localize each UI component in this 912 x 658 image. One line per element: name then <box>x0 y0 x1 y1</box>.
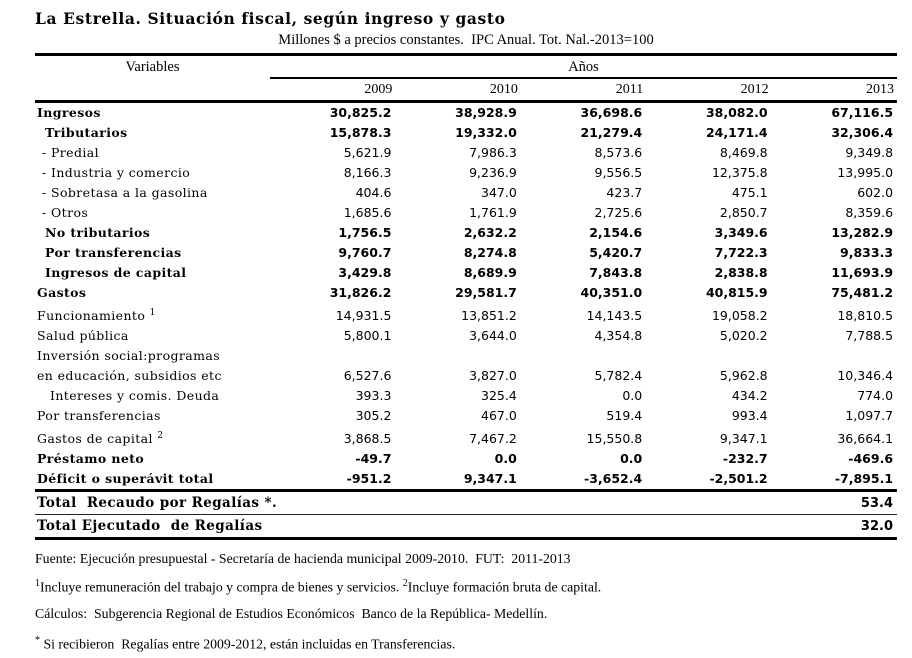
row-value: 3,868.5 <box>343 431 392 447</box>
table-row <box>35 103 897 123</box>
row-value: 8,689.9 <box>463 265 517 280</box>
row-value: 6,527.6 <box>343 368 392 384</box>
row-value: 2,838.8 <box>714 265 768 280</box>
total-ejecutado-value: 32.0 <box>860 518 893 534</box>
row-value: 40,351.0 <box>580 285 643 300</box>
table-row <box>35 183 897 203</box>
asterisk-note <box>35 628 912 658</box>
row-label: Inversión social:programas en educación, subsidios etc <box>37 348 222 384</box>
table-row <box>35 263 897 283</box>
row-value: 2,850.7 <box>719 205 768 220</box>
row-value: 0.0 <box>622 388 643 404</box>
row-value: 9,347.1 <box>719 431 768 447</box>
footnote-1-marker: 1 <box>35 578 40 590</box>
row-value: 21,279.4 <box>580 125 643 140</box>
row-value: 3,827.0 <box>469 368 517 384</box>
row-value: 993.4 <box>731 408 768 424</box>
row-value: 24,171.4 <box>705 125 768 140</box>
row-value: -2,501.2 <box>709 471 768 487</box>
row-label: Ingresos <box>37 105 101 120</box>
row-value: 423.7 <box>606 185 643 200</box>
row-label: Déficit o superávit total <box>37 471 214 487</box>
row-label: - Industria y comercio <box>42 165 191 180</box>
row-value: 2,725.6 <box>594 205 643 220</box>
row-value: 15,550.8 <box>586 431 643 447</box>
row-value: 36,664.1 <box>837 431 894 447</box>
footnote-2-marker: 2 <box>402 578 408 590</box>
row-value: 5,621.9 <box>343 145 392 160</box>
row-value: 18,810.5 <box>837 308 894 324</box>
table-row <box>35 449 897 469</box>
row-label: Por transferencias <box>37 408 161 424</box>
row-value: 393.3 <box>355 388 392 404</box>
row-label: Gastos <box>37 285 87 300</box>
row-value: 11,693.9 <box>831 265 894 280</box>
row-value: 325.4 <box>481 388 517 404</box>
row-value: 467.0 <box>481 408 517 424</box>
row-value: -232.7 <box>722 451 768 467</box>
row-value: 5,020.2 <box>719 328 768 344</box>
year-header: 2009 <box>364 81 393 97</box>
total-recaudo-row <box>35 492 897 514</box>
table-row <box>35 386 897 406</box>
row-value: 40,815.9 <box>705 285 768 300</box>
total-ejecutado-label: Total Ejecutado de Regalías <box>37 518 263 535</box>
table-row <box>35 143 897 163</box>
row-label: - Otros <box>42 205 89 220</box>
page-subtitle: Millones $ a precios constantes. IPC Anual. Tot. Nal.-2013=100 <box>278 32 654 48</box>
row-value: 19,058.2 <box>711 308 768 324</box>
row-value: 31,826.2 <box>329 285 392 300</box>
years-column-group <box>270 56 897 100</box>
footnote-1-2 <box>35 571 912 601</box>
row-label: - Sobretasa a la gasolina <box>42 185 208 200</box>
total-ejecutado-row <box>35 515 897 537</box>
table-row <box>35 346 897 386</box>
row-value: 774.0 <box>857 388 894 404</box>
row-value: 434.2 <box>731 388 768 404</box>
row-value: 519.4 <box>606 408 643 424</box>
row-value: 3,644.0 <box>469 328 517 344</box>
table-row <box>35 326 897 346</box>
row-value: -7,895.1 <box>834 471 894 487</box>
row-value: 30,825.2 <box>329 105 392 120</box>
row-value: 8,573.6 <box>594 145 643 160</box>
table-row <box>35 243 897 263</box>
row-label: Funcionamiento $^1$ <box>37 308 156 324</box>
row-value: 8,166.3 <box>343 165 392 180</box>
row-value: 7,986.3 <box>469 145 517 160</box>
row-value: 5,782.4 <box>594 368 643 384</box>
variables-column-header: Variables <box>125 59 180 75</box>
row-value: 1,097.7 <box>845 408 894 424</box>
row-value: 0.0 <box>620 451 643 467</box>
total-recaudo-value: 53.4 <box>860 495 893 511</box>
footnote-2-text: Incluye formación bruta de capital. <box>407 579 602 595</box>
table-row <box>35 469 897 489</box>
row-value: 19,332.0 <box>455 125 517 140</box>
row-value: 7,722.3 <box>714 245 768 260</box>
page-title: La Estrella. Situación fiscal, según ingreso y gasto <box>35 9 506 28</box>
footnote-1-text: Incluye remuneración del trabajo y compra de bienes y servicios. <box>40 579 403 595</box>
asterisk-text: Si recibieron Regalías entre 2009-2012, están incluidas en Transferencias. <box>40 636 456 652</box>
year-header: 2013 <box>866 81 895 97</box>
row-value: 9,349.8 <box>845 145 894 160</box>
row-value: 2,154.6 <box>589 225 643 240</box>
row-label: No tributarios <box>45 225 151 240</box>
row-label: Préstamo neto <box>37 451 145 467</box>
row-value: 12,375.8 <box>711 165 768 180</box>
row-value: 305.2 <box>355 408 392 424</box>
row-value: 5,800.1 <box>343 328 392 344</box>
row-value: 29,581.7 <box>455 285 517 300</box>
row-label: Intereses y comis. Deuda <box>50 388 220 404</box>
row-value: 1,685.6 <box>343 205 392 220</box>
row-value: 10,346.4 <box>837 368 894 384</box>
row-label: Ingresos de capital <box>45 265 187 280</box>
row-value: 475.1 <box>731 185 768 200</box>
row-value: 8,274.8 <box>463 245 517 260</box>
row-value: 5,962.8 <box>719 368 768 384</box>
table-row <box>35 203 897 223</box>
row-value: 9,760.7 <box>338 245 392 260</box>
row-value: 67,116.5 <box>831 105 894 120</box>
row-value: 13,851.2 <box>461 308 517 324</box>
row-value: 3,349.6 <box>714 225 768 240</box>
row-value: 9,347.1 <box>463 471 517 487</box>
calculations-note: Cálculos: Subgerencia Regional de Estudios Económicos Banco de la República- Medellín. <box>35 606 548 622</box>
row-value: 7,843.8 <box>589 265 643 280</box>
row-value: -469.6 <box>848 451 894 467</box>
row-value: 9,556.5 <box>594 165 643 180</box>
table-row <box>35 406 897 426</box>
row-label: Salud pública <box>37 328 129 344</box>
footnotes-section <box>35 547 912 658</box>
row-value: 13,282.9 <box>831 225 894 240</box>
row-label: Gastos de capital $^2$ <box>37 431 164 447</box>
row-value: 13,995.0 <box>837 165 894 180</box>
row-value: 14,143.5 <box>586 308 643 324</box>
table-body <box>35 103 897 489</box>
row-value: 3,429.8 <box>338 265 392 280</box>
row-value: 0.0 <box>494 451 517 467</box>
row-value: 4,354.8 <box>594 328 643 344</box>
row-label: Por transferencias <box>45 245 182 260</box>
row-value: 1,761.9 <box>469 205 517 220</box>
row-value: 38,928.9 <box>455 105 517 120</box>
row-value: 9,833.3 <box>840 245 894 260</box>
year-headers-row <box>270 79 897 100</box>
row-value: 7,467.2 <box>469 431 517 447</box>
asterisk-marker: * <box>35 634 40 646</box>
row-value: 75,481.2 <box>831 285 894 300</box>
table-row <box>35 163 897 183</box>
fiscal-table <box>35 53 897 540</box>
source-note: Fuente: Ejecución presupuestal - Secretaría de hacienda municipal 2009-2010. FUT: 2011-2013 <box>35 551 571 567</box>
row-value: 404.6 <box>355 185 392 200</box>
row-value: 8,359.6 <box>845 205 894 220</box>
row-value: 9,236.9 <box>469 165 517 180</box>
row-value: 1,756.5 <box>338 225 392 240</box>
year-header: 2010 <box>489 81 518 97</box>
row-value: 14,931.5 <box>335 308 392 324</box>
row-value: 36,698.6 <box>580 105 643 120</box>
row-value: -3,652.4 <box>584 471 643 487</box>
row-value: 8,469.8 <box>719 145 768 160</box>
row-value: 7,788.5 <box>845 328 894 344</box>
table-row <box>35 283 897 303</box>
table-row <box>35 223 897 243</box>
row-value: 5,420.7 <box>589 245 643 260</box>
row-value: 15,878.3 <box>329 125 392 140</box>
table-row <box>35 303 897 326</box>
row-value: -49.7 <box>355 451 392 467</box>
row-value: 32,306.4 <box>831 125 894 140</box>
row-label: Tributarios <box>45 125 128 140</box>
row-value: -951.2 <box>346 471 392 487</box>
table-header <box>35 56 897 100</box>
row-value: 347.0 <box>481 185 517 200</box>
row-value: 602.0 <box>857 185 894 200</box>
row-label: - Predial <box>42 145 100 160</box>
row-value: 2,632.2 <box>463 225 517 240</box>
row-value: 38,082.0 <box>705 105 768 120</box>
table-row <box>35 123 897 143</box>
years-group-header: Años <box>270 56 897 79</box>
total-recaudo-label: Total Recaudo por Regalías *. <box>37 495 278 512</box>
table-bottom-rule <box>35 537 897 540</box>
year-header: 2011 <box>615 81 644 97</box>
table-row <box>35 426 897 449</box>
year-header: 2012 <box>740 81 769 97</box>
